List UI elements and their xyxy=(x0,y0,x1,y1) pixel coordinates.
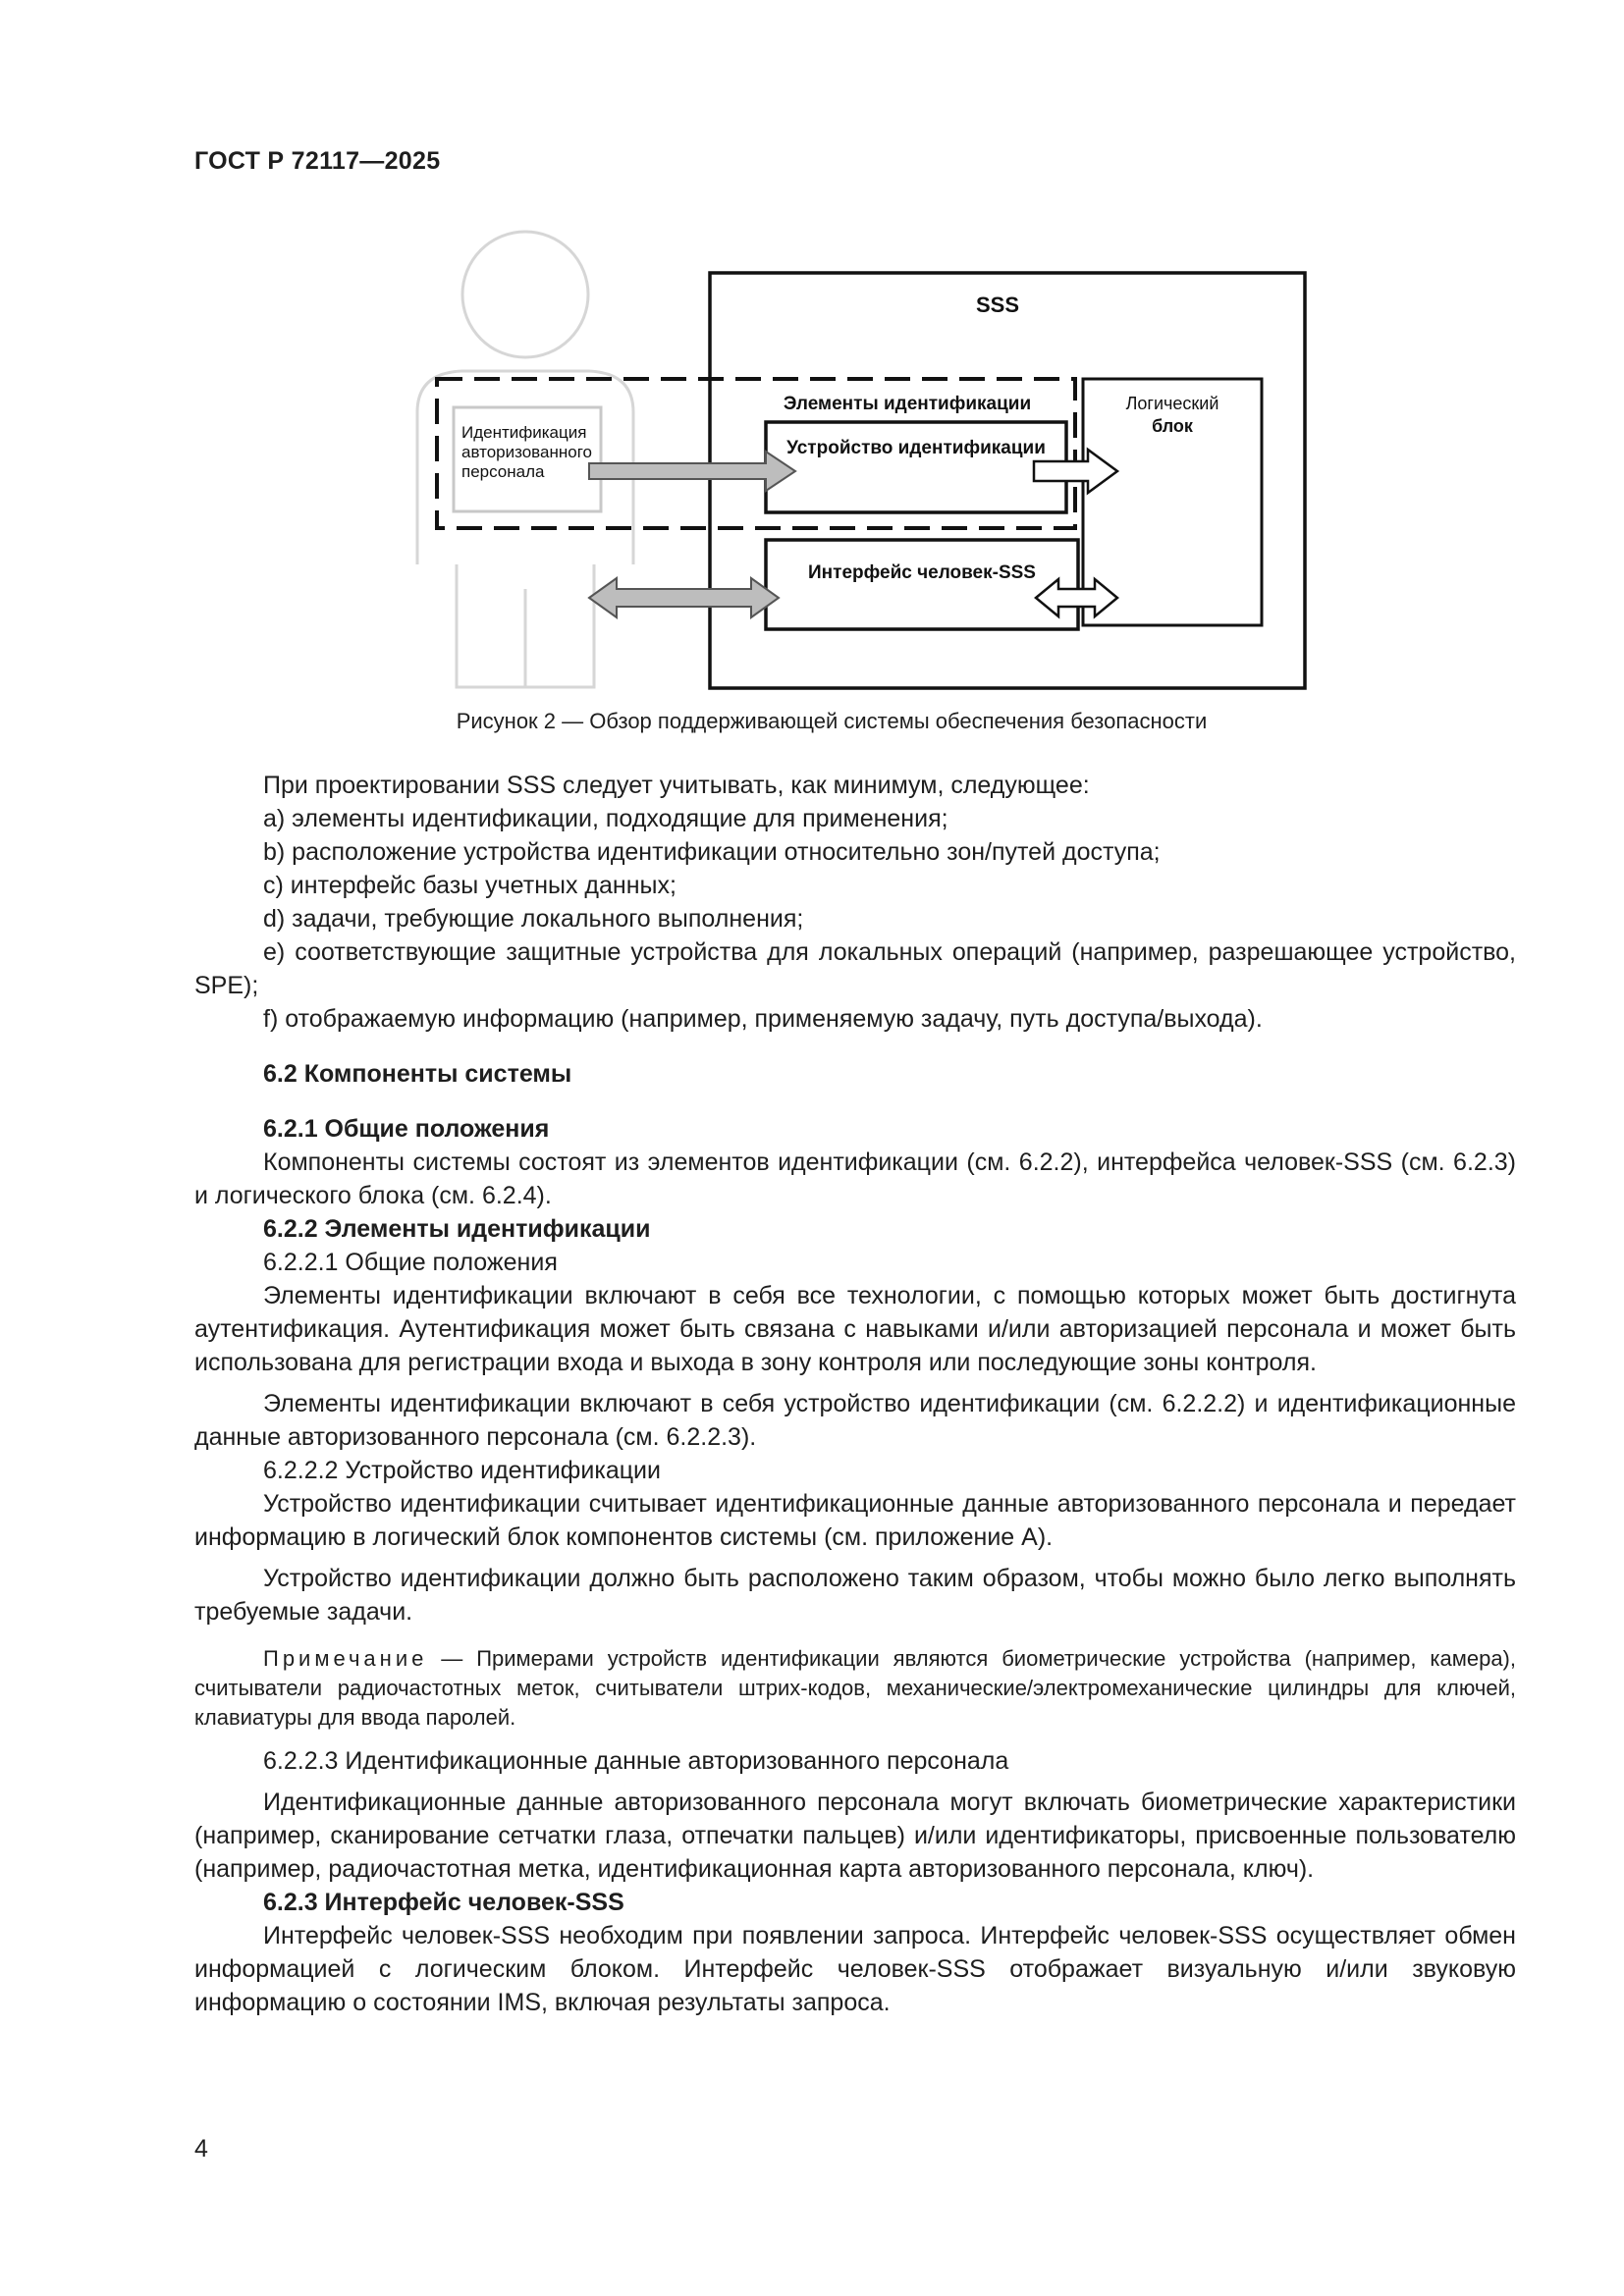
id-personnel-line-1: Идентификация xyxy=(461,423,587,442)
note-text: — Примерами устройств идентификации являются биометрические устройства (например, камера), считыватели радиочастотных меток, считыватели штрих-кодов, механические/электромеханические цилиндры для ключей, клавиатуры для ввода паролей. xyxy=(194,1646,1516,1730)
list-item: c) интерфейс базы учетных данных; xyxy=(263,872,677,899)
list-item: f) отображаемую информацию (например, применяемую задачу, путь доступа/выхода). xyxy=(263,1005,1263,1033)
list-item: b) расположение устройства идентификации относительно зон/путей доступа; xyxy=(263,838,1161,866)
section-heading-6-2: 6.2 Компоненты системы xyxy=(263,1060,572,1088)
logic-block-line-2: блок xyxy=(1152,416,1193,436)
sss-title: SSS xyxy=(975,293,1020,317)
paragraph-6-2-2-1-b: Элементы идентификации включают в себя устройство идентификации (см. 6.2.2.2) и идентификационные данные авторизованного персонала (см. 6.2.2.3). xyxy=(194,1390,1516,1451)
document-id-header: ГОСТ Р 72117—2025 xyxy=(194,147,441,175)
paragraph-6-2-2-2-a: Устройство идентификации считывает идентификационные данные авторизованного персонала и передает информацию в логический блок компонентов системы (см. приложение А). xyxy=(194,1490,1516,1551)
note-label: Примечание xyxy=(263,1646,428,1671)
figure-caption: Рисунок 2 — Обзор поддерживающей системы обеспечения безопасности xyxy=(456,709,1208,733)
paragraph-6-2-3: Интерфейс человек-SSS необходим при появлении запроса. Интерфейс человек-SSS осуществляет обмен информацией с логическим блоком. Интерфейс человек-SSS отображает визуальную и/или звуковую информацию о состоянии IMS, включая результаты запроса. xyxy=(194,1922,1516,2016)
list-item: d) задачи, требующие локального выполнения; xyxy=(263,905,804,933)
paragraph-6-2-1: Компоненты системы состоят из элементов идентификации (см. 6.2.2), интерфейса человек-SSS (см. 6.2.3) и логического блока (см. 6.2.4). xyxy=(194,1148,1516,1209)
person-head xyxy=(462,232,588,357)
page-number: 4 xyxy=(194,2135,208,2163)
hmi-box xyxy=(766,540,1078,629)
intro-paragraph: При проектировании SSS следует учитывать, как минимум, следующее: xyxy=(263,772,1090,799)
section-heading-6-2-1: 6.2.1 Общие положения xyxy=(263,1115,550,1143)
list-item: a) элементы идентификации, подходящие для применения; xyxy=(263,805,948,832)
id-device-box xyxy=(766,422,1066,512)
document-body xyxy=(194,769,1516,2019)
figure-2 xyxy=(0,0,1624,733)
paragraph-6-2-2-2-b: Устройство идентификации должно быть расположено таким образом, чтобы можно было легко выполнять требуемые задачи. xyxy=(194,1565,1516,1626)
section-heading-6-2-2-2: 6.2.2.2 Устройство идентификации xyxy=(263,1457,661,1484)
section-heading-6-2-2-1: 6.2.2.1 Общие положения xyxy=(263,1249,558,1276)
note-paragraph xyxy=(194,1644,1516,1733)
logic-block-line-1: Логический xyxy=(1125,394,1219,413)
id-device-label: Устройство идентификации xyxy=(786,438,1046,458)
id-elements-label: Элементы идентификации xyxy=(783,394,1032,414)
id-personnel-line-2: авторизованного xyxy=(461,443,592,461)
section-heading-6-2-2: 6.2.2 Элементы идентификации xyxy=(263,1215,651,1243)
arrow-person-hmi-double-icon xyxy=(589,578,779,617)
section-heading-6-2-2-3: 6.2.2.3 Идентификационные данные авторизованного персонала xyxy=(263,1747,1009,1775)
hmi-label: Интерфейс человек-SSS xyxy=(808,562,1036,583)
id-personnel-line-3: персонала xyxy=(461,462,545,481)
paragraph-6-2-2-3: Идентификационные данные авторизованного персонала могут включать биометрические характеристики (например, сканирование сетчатки глаза, отпечатки пальцев) и/или идентификаторы, присвоенные пользователю (например, радиочастотная метка, идентификационная карта авторизованного персонала, ключ). xyxy=(194,1789,1516,1883)
paragraph-6-2-2-1-a: Элементы идентификации включают в себя все технологии, с помощью которых может быть достигнута аутентификация. Аутентификация может быть связана с навыками и/или авторизацией персонала и может быть использована для регистрации входа и выхода в зону контроля или последующие зоны контроля. xyxy=(194,1282,1516,1376)
section-heading-6-2-3: 6.2.3 Интерфейс человек-SSS xyxy=(263,1889,624,1916)
list-item: e) соответствующие защитные устройства для локальных операций (например, разрешающее устройство, SPE); xyxy=(194,938,1516,999)
figure-2-diagram xyxy=(0,0,1624,726)
